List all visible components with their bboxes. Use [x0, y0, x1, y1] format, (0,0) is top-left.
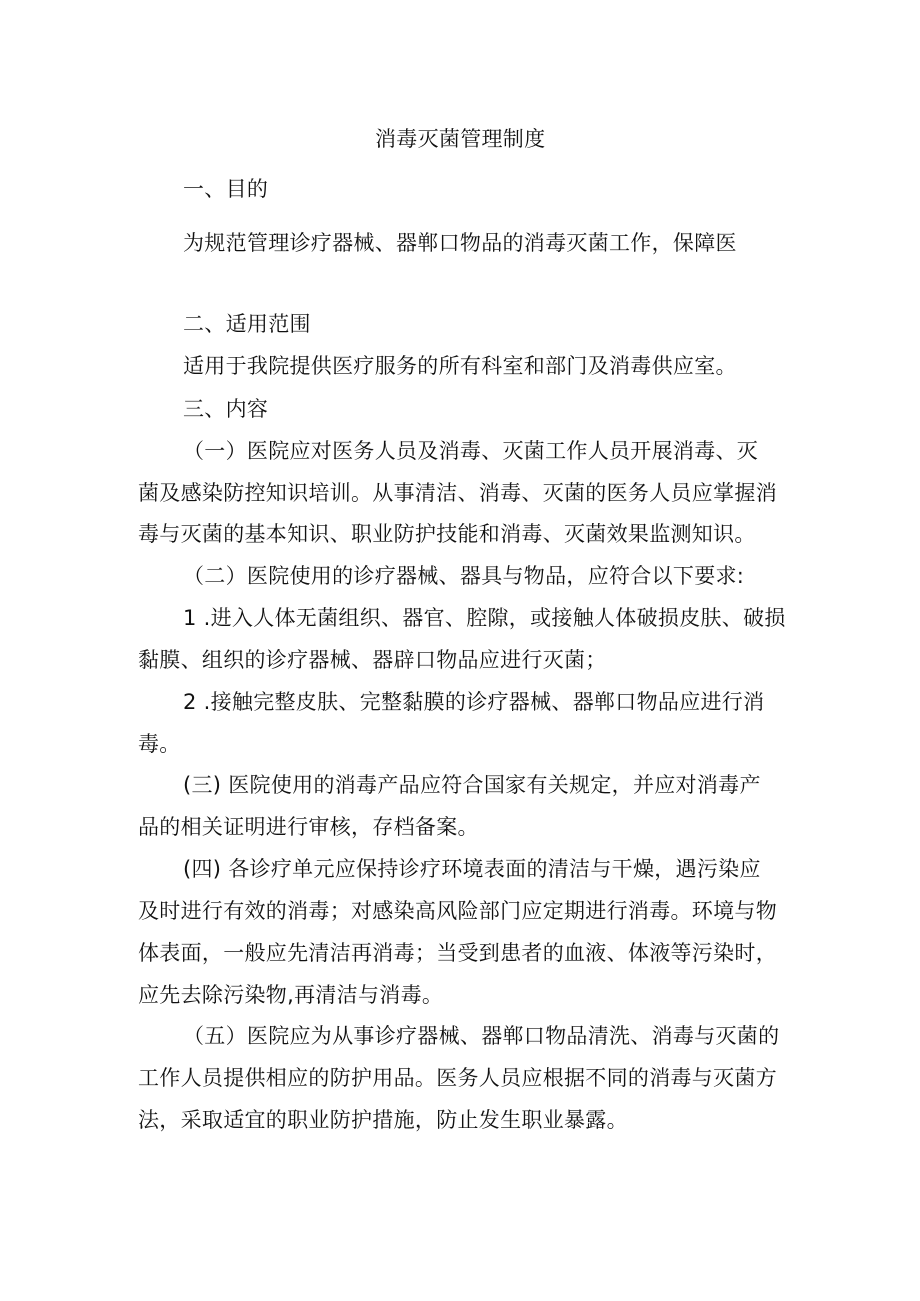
paragraph-3-line: 品的相关证明进行审核，存档备案。 — [138, 815, 479, 839]
list-item-1-line: 1 .进入人体无菌组织、器官、腔隙，或接触人体破损皮肤、破损 — [183, 606, 786, 630]
list-item-2-line: 毒。 — [138, 732, 181, 756]
section-heading-content: 三、内容 — [183, 397, 269, 421]
list-item-2-line: 2 .接触完整皮肤、完整黏膜的诊疗器械、器郸口物品应进行消 — [183, 690, 765, 714]
paragraph-5-line: 法，采取适宜的职业防护措施，防止发生职业暴露。 — [138, 1108, 628, 1132]
section-heading-purpose: 一、目的 — [183, 177, 269, 201]
paragraph-2-line: （二）医院使用的诊疗器械、器具与物品，应符合以下要求: — [183, 564, 745, 588]
paragraph-5-line: 工作人员提供相应的防护用品。医务人员应根据不同的消毒与灭菌方 — [138, 1066, 777, 1090]
paragraph-4-line: 体表面，一般应先清洁再消毒；当受到患者的血液、体液等污染时， — [138, 941, 777, 965]
paragraph-3-line: (三) 医院使用的消毒产品应符合国家有关规定，并应对消毒产 — [183, 773, 761, 797]
document-title: 消毒灭菌管理制度 — [375, 127, 546, 151]
paragraph-1-line: 毒与灭菌的基本知识、职业防护技能和消毒、灭菌效果监测知识。 — [138, 522, 756, 546]
purpose-line: 为规范管理诊疗器械、器郸口物品的消毒灭菌工作，保障医 — [183, 231, 737, 255]
list-item-1-line: 黏膜、组织的诊疗器械、器辟口物品应进行灭菌； — [138, 648, 607, 672]
paragraph-5-line: （五）医院应为从事诊疗器械、器郸口物品清洗、消毒与灭菌的 — [183, 1024, 780, 1048]
paragraph-1-line: 菌及感染防控知识培训。从事清洁、消毒、灭菌的医务人员应掌握消 — [138, 481, 777, 505]
paragraph-4-line: 及时进行有效的消毒；对感染高风险部门应定期进行消毒。环境与物 — [138, 899, 777, 923]
paragraph-4-line: (四) 各诊疗单元应保持诊疗环境表面的清洁与干燥，遇污染应 — [183, 857, 761, 881]
scope-line: 适用于我院提供医疗服务的所有科室和部门及消毒供应室。 — [183, 354, 737, 378]
paragraph-4-line: 应先去除污染物,再清洁与消毒。 — [138, 983, 444, 1007]
section-heading-scope: 二、适用范围 — [183, 312, 311, 336]
paragraph-1-line: （一）医院应对医务人员及消毒、灭菌工作人员开展消毒、灭 — [183, 439, 759, 463]
